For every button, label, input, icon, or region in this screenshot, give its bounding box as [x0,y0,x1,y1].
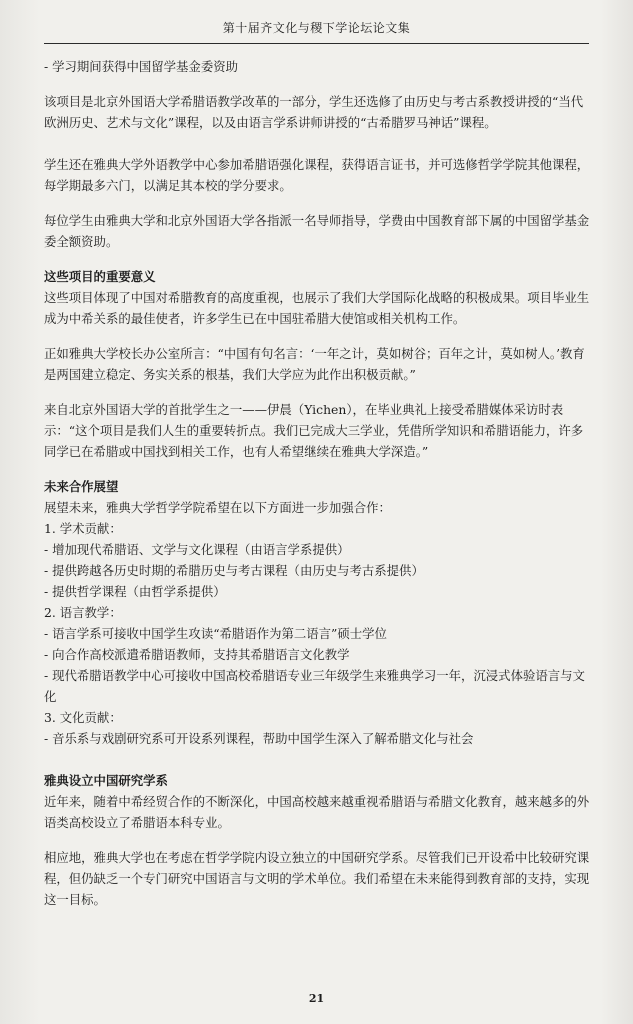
quote-paragraph: 正如雅典大学校长办公室所言：“中国有句名言：‘一年之计，莫如树谷；百年之计，莫如树人。’教育是两国建立稳定、务实关系的根基，我们大学应为此作出积极贡献。” [44,346,585,382]
section-heading: 雅典设立中国研究学系 [44,773,168,788]
list-item: - 增加现代希腊语、文学与文化课程（由语言学系提供） [44,542,350,557]
list-item: 2. 语言教学： [44,605,122,620]
section-heading: 这些项目的重要意义 [44,269,156,284]
list-item: - 音乐系与戏剧研究系可开设系列课程，帮助中国学生深入了解希腊文化与社会 [44,731,474,746]
paragraph: 相应地，雅典大学也在考虑在哲学学院内设立独立的中国研究学系。尽管我们已开设希中比较研究课程，但仍缺乏一个专门研究中国语言与文明的学术单位。我们希望在未来能得到教育部的支持，实现这一目标。 [44,850,590,907]
paragraph: 该项目是北京外国语大学希腊语教学改革的一部分，学生还选修了由历史与考古系教授讲授的“当代欧洲历史、艺术与文化”课程，以及由语言学系讲师讲授的“古希腊罗马神话”课程。 [44,94,584,130]
body-text [44,56,592,910]
page-number: 21 [308,992,325,1005]
list-item: 3. 文化贡献： [44,710,122,725]
running-header: 第十届齐文化与稷下学论坛论文集 [222,21,411,35]
header-rule [44,43,589,44]
list-item: - 现代希腊语教学中心可接收中国高校希腊语专业三年级学生来雅典学习一年，沉浸式体验语言与文化 [44,668,585,704]
paragraph: 这些项目体现了中国对希腊教育的高度重视，也展示了我们大学国际化战略的积极成果。项目毕业生成为中希关系的最佳使者，许多学生已在中国驻希腊大使馆或相关机构工作。 [44,290,590,326]
paragraph: 每位学生由雅典大学和北京外国语大学各指派一名导师指导，学费由中国教育部下属的中国留学基金委全额资助。 [44,213,590,249]
list-item: 1. 学术贡献： [44,521,122,536]
list-item: - 向合作高校派遣希腊语教师，支持其希腊语言文化教学 [44,647,350,662]
list-item: - 语言学系可接收中国学生攻读“希腊语作为第二语言”硕士学位 [44,626,387,641]
paragraph: 展望未来，雅典大学哲学学院希望在以下方面进一步加强合作： [44,500,391,515]
section-heading: 未来合作展望 [44,479,119,494]
paragraph: 近年来，随着中希经贸合作的不断深化，中国高校越来越重视希腊语与希腊文化教育，越来越多的外语类高校设立了希腊语本科专业。 [44,794,590,830]
list-item: - 提供跨越各历史时期的希腊历史与考古课程（由历史与考古系提供） [44,563,424,578]
bullet-scholarship: - 学习期间获得中国留学基金委资助 [44,59,238,74]
quote-paragraph: 来自北京外国语大学的首批学生之一——伊晨（Yichen），在毕业典礼上接受希腊媒体采访时表示：“这个项目是我们人生的重要转折点。我们已完成大三学业，凭借所学知识和希腊语能力，许多同学已在希腊或中国找到相关工作，也有人希望继续在雅典大学深造。” [44,402,584,459]
list-item: - 提供哲学课程（由哲学系提供） [44,584,226,599]
paragraph: 学生还在雅典大学外语教学中心参加希腊语强化课程，获得语言证书，并可选修哲学学院其他课程，每学期最多六门，以满足其本校的学分要求。 [44,157,590,193]
